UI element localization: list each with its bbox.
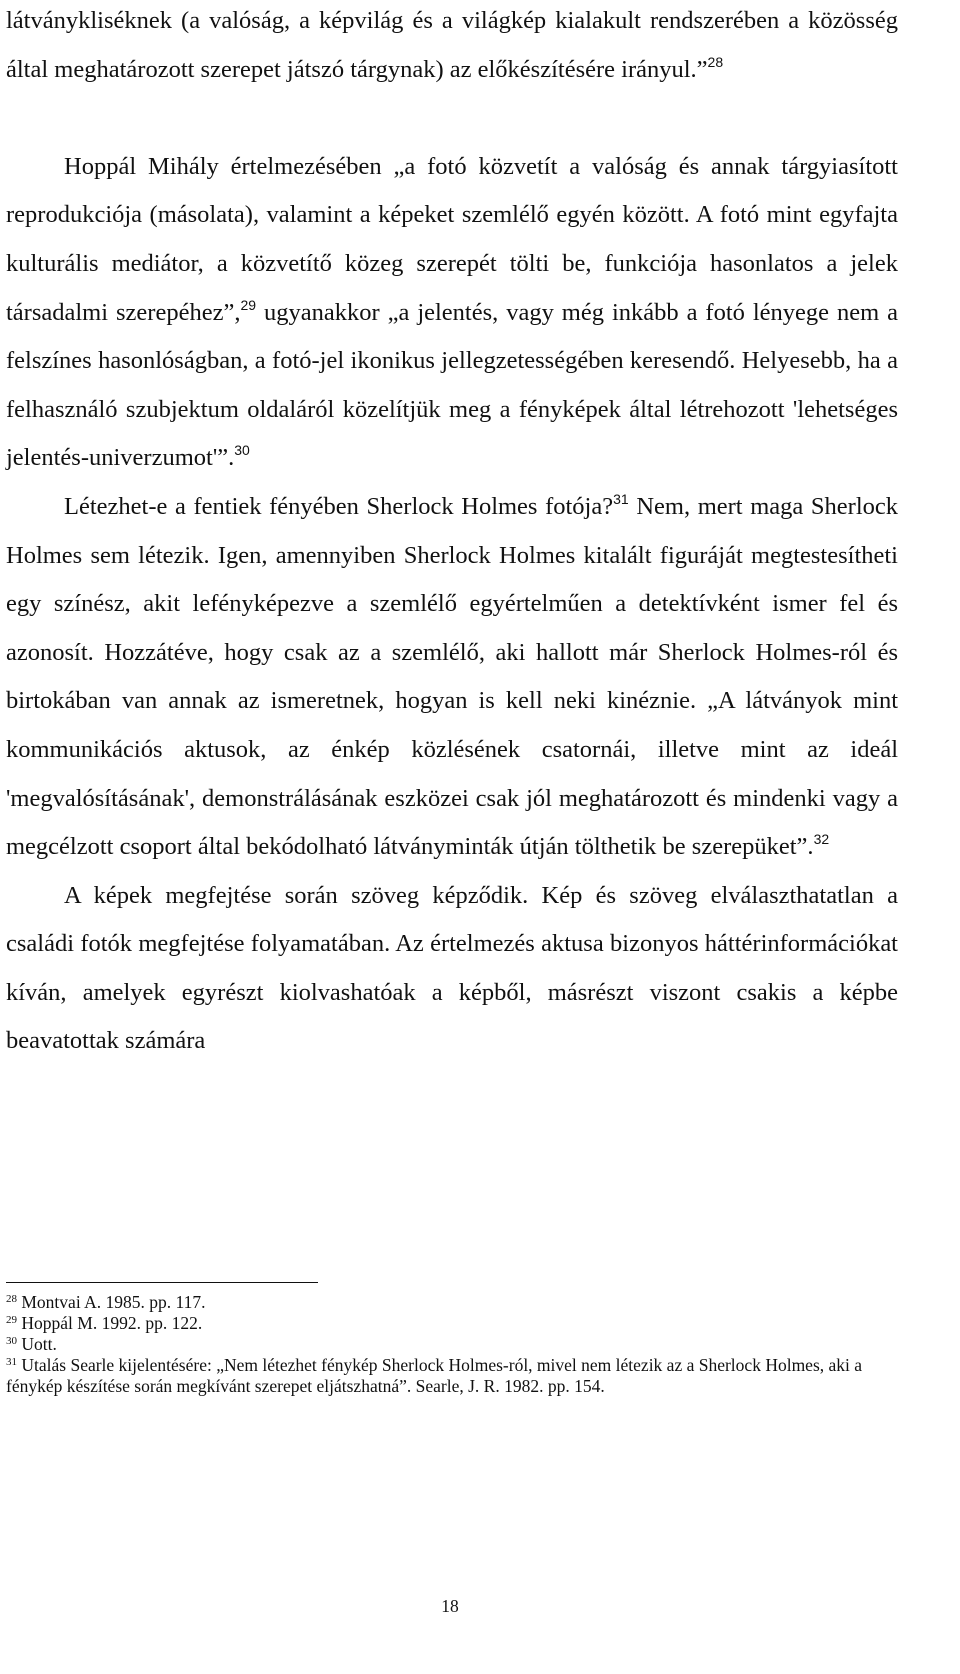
footnote-ref-32[interactable]: 32	[813, 831, 830, 848]
footnote-ref-29[interactable]: 29	[240, 296, 257, 313]
footnote-29: $^{29}$ Hoppál M. 1992. pp. 122.	[6, 1312, 203, 1333]
footnote-31: $^{31}$ Utalás Searle kijelentésére: „Nem létezhet fénykép Sherlock Holmes-ról, mivel nem létezik az a Sherlock Holmes, aki a fénykép készítése során megkívánt szerepet eljátszhatná”. Searle, J. R. 1982. pp. 154.	[6, 1354, 863, 1396]
paragraph-1: látványkliséknek (a valóság, a képvilág és a világkép kialakult rendszerében a közösség által meghatározott szerepet játszó tárgynak) az előkészítésére irányul.”$^{28}$	[6, 7, 898, 83]
paragraph-4: A képek megfejtése során szöveg képződik. Kép és szöveg elválaszthatatlan a családi fotók megfejtése folyamatában. Az értelmezés aktusa bizonyos háttérinformációkat kíván, amelyek egyrészt kiolvashatóak a képből, másrészt viszont csakis a képbe beavatottak számára	[6, 881, 898, 1055]
footnote-ref-30[interactable]: 30	[234, 442, 250, 459]
paragraph-2: Hoppál Mihály értelmezésében „a fotó közvetít a valóság és annak tárgyiasított reprodukciója (másolata), valamint a képeket szemlélő egyén között. A fotó mint egyfajta kulturális mediátor, a közvetítő közeg szerepét tölti be, funkciója hasonlatos a jelek társadalmi szerepéhez”,$^{29}$ ugyanakkor „a jelentés, vagy még inkább a fotó lényege nem a felszínes hasonlóságban, a fotó-jel ikonikus jellegzetességében keresendő. Helyesebb, ha a felhasználó szubjektum oldaláról közelítjük meg a fényképek által létrehozott 'lehetséges jelentés-univerzumot'”.$^{30}$	[6, 152, 899, 472]
footnote-ref-31[interactable]: 31	[613, 490, 629, 507]
footnote-30: $^{30}$ Uott.	[6, 1333, 57, 1354]
page-number: 18	[441, 1596, 459, 1616]
body-text	[6, 0, 898, 1066]
footnote-separator	[6, 1282, 318, 1283]
footnote-28: $^{28}$ Montvai A. 1985. pp. 117.	[6, 1292, 206, 1312]
footnotes	[6, 1292, 898, 1397]
footnote-ref-28[interactable]: 28	[707, 53, 724, 70]
paragraph-3: Létezhet-e a fentiek fényében Sherlock Holmes fotója?$^{31}$ Nem, mert maga Sherlock Holmes sem létezik. Igen, amennyiben Sherlock Holmes kitalált figuráját megtestesítheti egy színész, akit lefényképezve a szemlélő egyértelműen a detektívként ismer fel és azonosít. Hozzátéve, hogy csak az a szemlélő, aki hallott már Sherlock Holmes-ról és birtokában van annak az ismeretnek, hogyan is kell neki kinéznie. „A látványok mint kommunikációs aktusok, az énkép közlésének csatornái, illetve mint az ideál 'megvalósításának', demonstrálásának eszközei csak jól meghatározott és mindenki vagy a megcélzott csoport által bekódolható látványminták útján tölthetik be szerepüket”.$^{32}$	[6, 490, 898, 861]
